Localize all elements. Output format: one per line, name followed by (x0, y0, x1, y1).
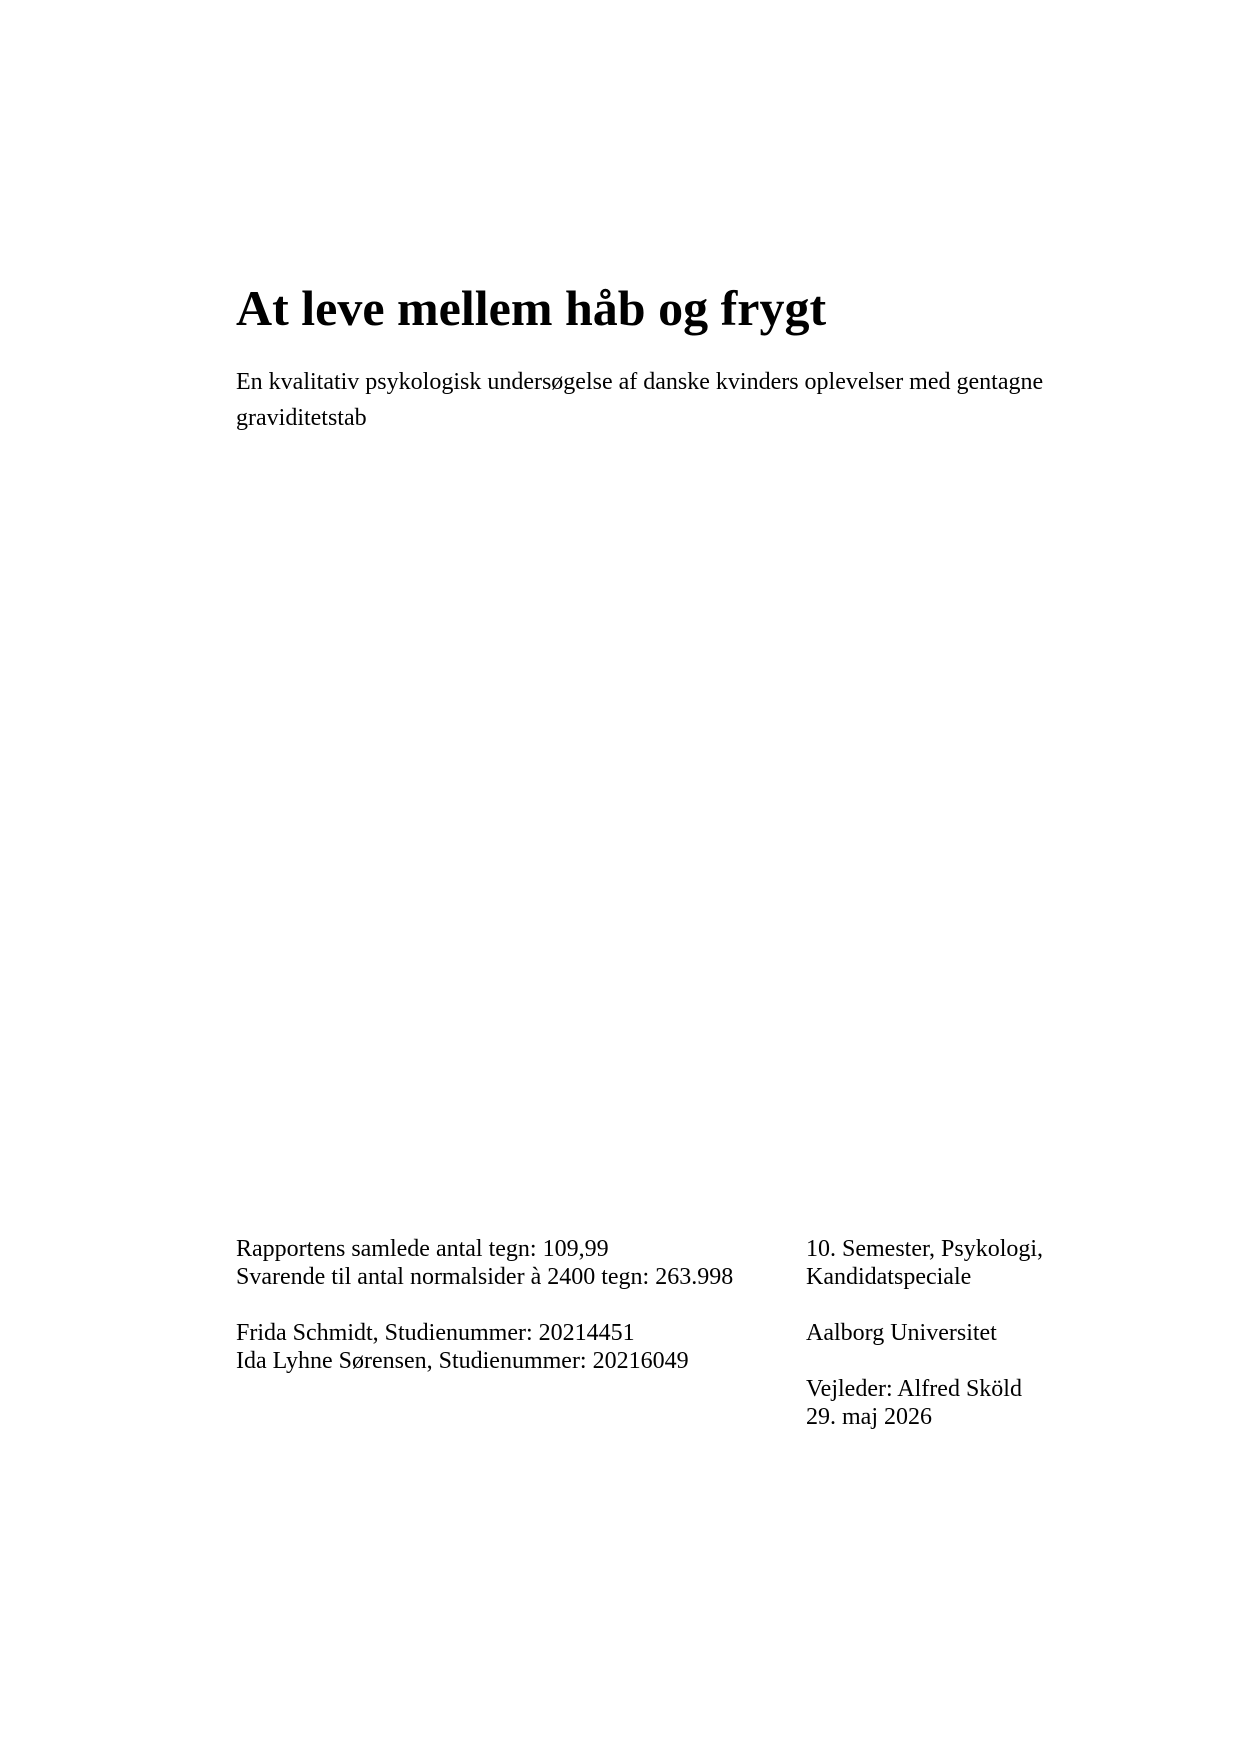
character-count: Rapportens samlede antal tegn: 109,99 (236, 1236, 609, 1262)
supervisor-block (806, 1375, 1186, 1431)
program-label: Kandidatspeciale (806, 1264, 972, 1290)
normal-pages-count: Svarende til antal normalsider à 2400 tegn: 263.998 (236, 1264, 734, 1290)
report-details (236, 1235, 796, 1403)
semester-block (806, 1235, 1186, 1291)
document-title: At leve mellem håb og frygt (236, 280, 827, 336)
supervisor-name: Vejleder: Alfred Sköld (806, 1376, 1022, 1402)
document-subtitle: En kvalitativ psykologisk undersøgelse af danske kvinders oplevelser med gentagne graviditetstab (236, 369, 1044, 431)
author-ida-lyhne-sorensen: Ida Lyhne Sørensen, Studienummer: 20216049 (236, 1348, 689, 1374)
character-count-block (236, 1235, 796, 1291)
semester-label: 10. Semester, Psykologi, (806, 1236, 1044, 1262)
submission-date: 29. maj 2026 (806, 1404, 932, 1430)
institution-details (806, 1235, 1186, 1459)
author-frida-schmidt: Frida Schmidt, Studienummer: 20214451 (236, 1320, 635, 1346)
authors-block (236, 1319, 796, 1375)
university-name: Aalborg Universitet (806, 1320, 997, 1346)
university-block (806, 1319, 1186, 1347)
